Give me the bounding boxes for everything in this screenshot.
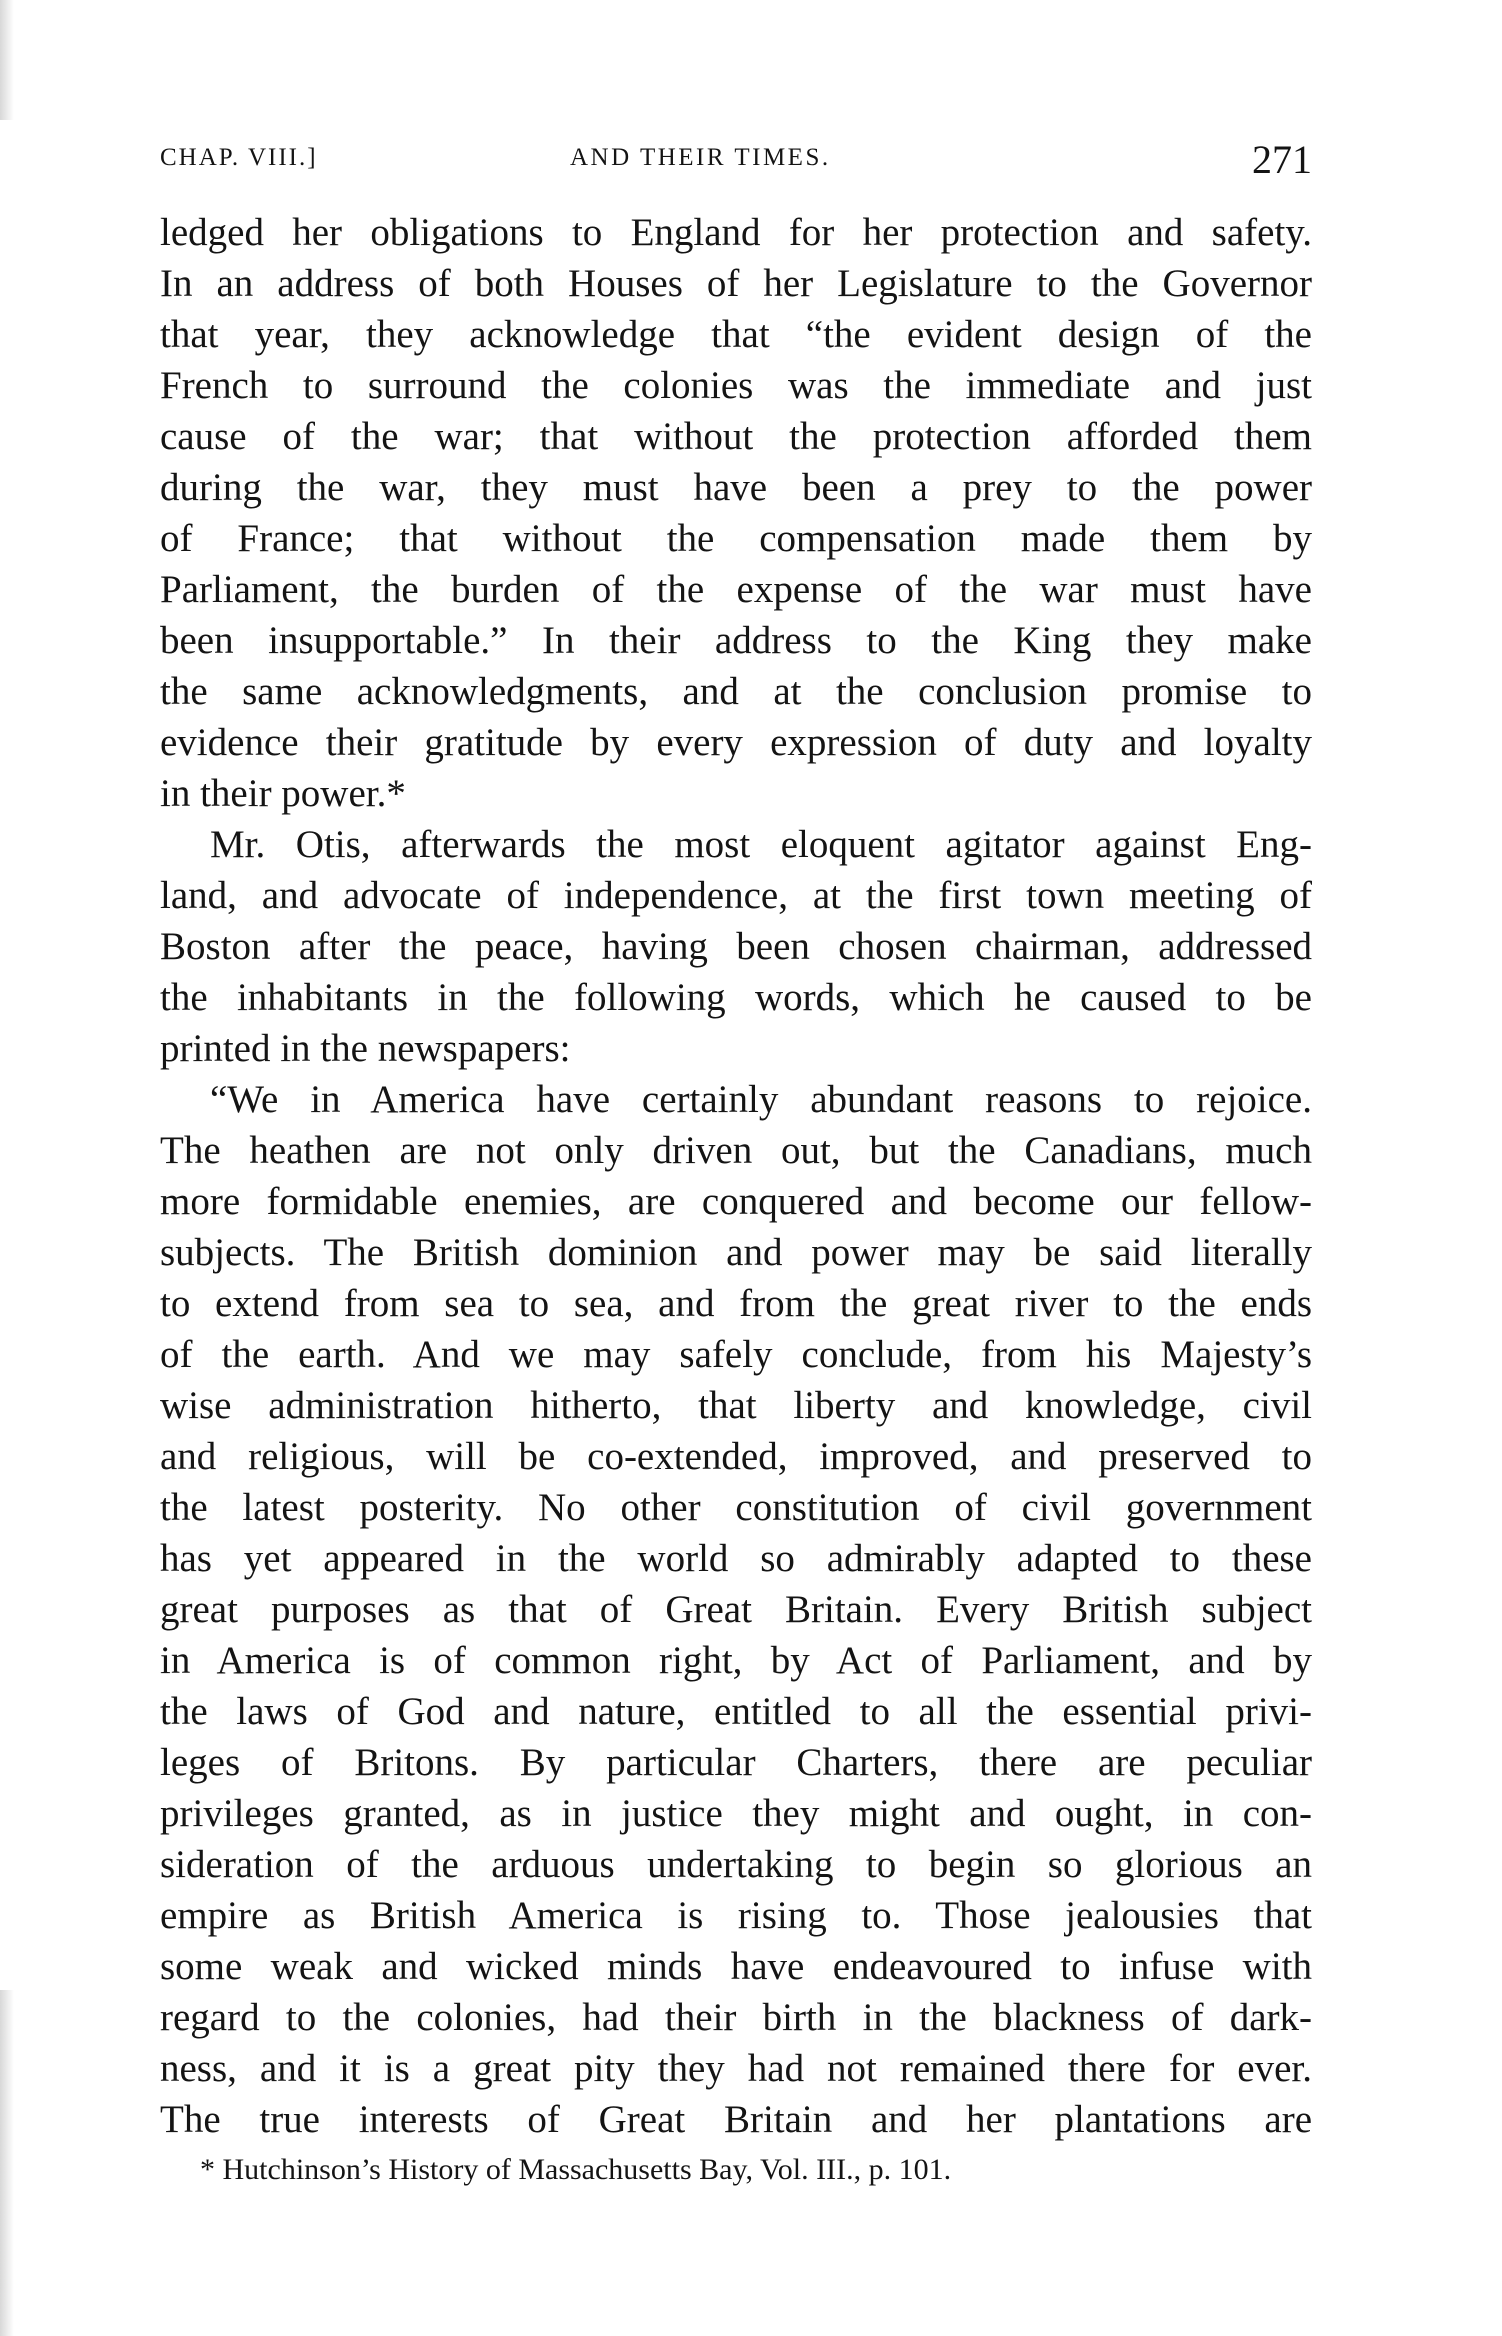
text-line: of the earth. And we may safely conclude, from his Majesty’s <box>160 1333 1312 1376</box>
text-line: regard to the colonies, had their birth in the blackness of dark- <box>160 1996 1312 2039</box>
text-line: the inhabitants in the following words, which he caused to be <box>160 976 1312 1019</box>
running-head <box>160 138 1312 188</box>
text-line: in their power.* <box>160 772 406 815</box>
text-line: to extend from sea to sea, and from the great river to the ends <box>160 1282 1312 1325</box>
text-line: wise administration hitherto, that liberty and knowledge, civil <box>160 1384 1312 1427</box>
text-line: The heathen are not only driven out, but the Canadians, much <box>160 1129 1312 1172</box>
text-line: ness, and it is a great pity they had not remained there for ever. <box>160 2047 1312 2090</box>
text-line: The true interests of Great Britain and her plantations are <box>160 2098 1312 2141</box>
text-line: cause of the war; that without the protection afforded them <box>160 415 1312 458</box>
text-line: in America is of common right, by Act of Parliament, and by <box>160 1639 1312 1682</box>
text-line: Boston after the peace, having been chosen chairman, addressed <box>160 925 1312 968</box>
scan-edge-shadow-bottom <box>0 1990 14 2336</box>
text-line: subjects. The British dominion and power may be said literally <box>160 1231 1312 1274</box>
text-line: more formidable enemies, are conquered and become our fellow- <box>160 1180 1312 1223</box>
text-line: “We in America have certainly abundant reasons to rejoice. <box>210 1078 1312 1121</box>
text-line: printed in the newspapers: <box>160 1027 571 1070</box>
text-line: the same acknowledgments, and at the conclusion promise to <box>160 670 1312 713</box>
text-line: sideration of the arduous undertaking to begin so glorious an <box>160 1843 1312 1886</box>
text-line: the laws of God and nature, entitled to all the essential privi- <box>160 1690 1312 1733</box>
text-line: during the war, they must have been a prey to the power <box>160 466 1312 509</box>
chapter-label: CHAP. VIII.] <box>160 144 318 171</box>
text-line: French to surround the colonies was the immediate and just <box>160 364 1312 407</box>
text-line: Mr. Otis, afterwards the most eloquent agitator against Eng- <box>210 823 1312 866</box>
running-title: AND THEIR TIMES. <box>570 144 831 171</box>
text-line: that year, they acknowledge that “the evident design of the <box>160 313 1312 356</box>
scan-edge-shadow-top <box>0 0 14 120</box>
text-line: Parliament, the burden of the expense of the war must have <box>160 568 1312 611</box>
text-line: empire as British America is rising to. Those jealousies that <box>160 1894 1312 1937</box>
text-line: some weak and wicked minds have endeavoured to infuse with <box>160 1945 1312 1988</box>
text-line: great purposes as that of Great Britain. Every British subject <box>160 1588 1312 1631</box>
text-line: In an address of both Houses of her Legislature to the Governor <box>160 262 1312 305</box>
text-line: ledged her obligations to England for her protection and safety. <box>160 211 1312 254</box>
text-line: leges of Britons. By particular Charters, there are peculiar <box>160 1741 1312 1784</box>
page-number: 271 <box>1252 137 1312 182</box>
text-line: of France; that without the compensation made them by <box>160 517 1312 560</box>
text-line: evidence their gratitude by every expression of duty and loyalty <box>160 721 1312 764</box>
text-line: the latest posterity. No other constitution of civil government <box>160 1486 1312 1529</box>
text-line: privileges granted, as in justice they might and ought, in con- <box>160 1792 1312 1835</box>
body-text <box>160 207 1312 2145</box>
text-line: been insupportable.” In their address to the King they make <box>160 619 1312 662</box>
footnote: * Hutchinson’s History of Massachusetts Bay, Vol. III., p. 101. <box>200 2153 952 2186</box>
text-line: land, and advocate of independence, at the first town meeting of <box>160 874 1312 917</box>
text-line: has yet appeared in the world so admirably adapted to these <box>160 1537 1312 1580</box>
text-line: and religious, will be co-extended, improved, and preserved to <box>160 1435 1312 1478</box>
